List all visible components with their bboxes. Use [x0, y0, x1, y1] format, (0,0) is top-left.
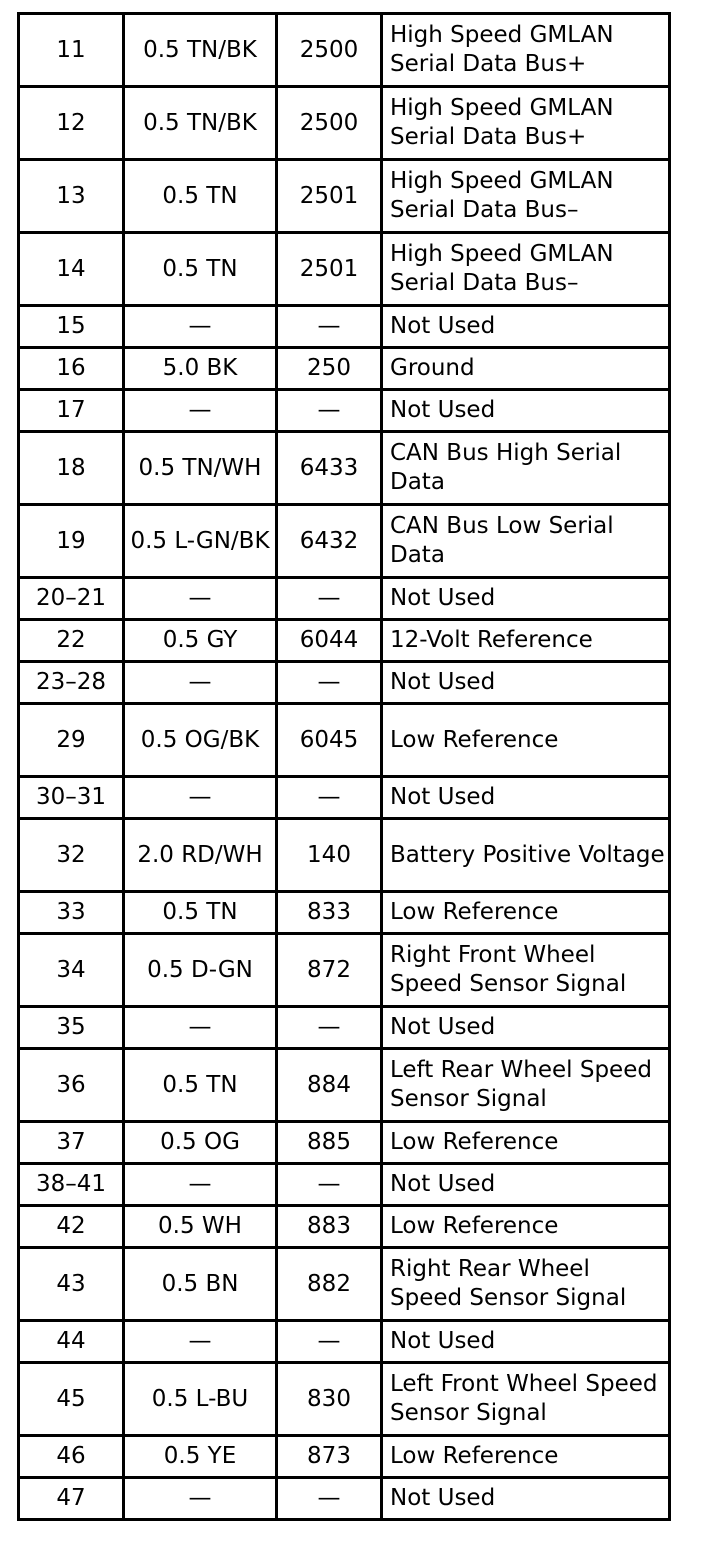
- function-cell: Right Front Wheel Speed Sensor Signal: [382, 934, 670, 1007]
- pin-cell: 18: [19, 432, 124, 505]
- circuit-cell: 2501: [277, 160, 382, 233]
- function-cell: High Speed GMLAN Serial Data Bus+: [382, 14, 670, 87]
- circuit-cell: —: [277, 1478, 382, 1520]
- pin-cell: 13: [19, 160, 124, 233]
- table-row: [19, 432, 670, 505]
- table-row: [19, 1007, 670, 1049]
- circuit-cell: —: [277, 662, 382, 704]
- table-row: [19, 620, 670, 662]
- table-row: [19, 892, 670, 934]
- wire-cell: —: [124, 1321, 277, 1363]
- circuit-cell: 882: [277, 1248, 382, 1321]
- wire-cell: —: [124, 662, 277, 704]
- circuit-cell: 2500: [277, 14, 382, 87]
- circuit-cell: 833: [277, 892, 382, 934]
- circuit-cell: 6433: [277, 432, 382, 505]
- table-row: [19, 1164, 670, 1206]
- pin-cell: 20–21: [19, 578, 124, 620]
- circuit-cell: —: [277, 306, 382, 348]
- circuit-cell: 884: [277, 1049, 382, 1122]
- circuit-cell: 2501: [277, 233, 382, 306]
- circuit-cell: —: [277, 1321, 382, 1363]
- function-cell: High Speed GMLAN Serial Data Bus–: [382, 160, 670, 233]
- circuit-cell: 140: [277, 819, 382, 892]
- wire-cell: —: [124, 306, 277, 348]
- function-cell: Low Reference: [382, 892, 670, 934]
- function-cell: Low Reference: [382, 704, 670, 777]
- wire-cell: 0.5 GY: [124, 620, 277, 662]
- function-cell: Not Used: [382, 777, 670, 819]
- pin-cell: 22: [19, 620, 124, 662]
- circuit-cell: —: [277, 578, 382, 620]
- table-row: [19, 1321, 670, 1363]
- function-cell: Left Rear Wheel Speed Sensor Signal: [382, 1049, 670, 1122]
- wire-cell: 0.5 D-GN: [124, 934, 277, 1007]
- function-cell: Not Used: [382, 1007, 670, 1049]
- wire-cell: 0.5 TN: [124, 160, 277, 233]
- wire-cell: 2.0 RD/WH: [124, 819, 277, 892]
- function-cell: Not Used: [382, 578, 670, 620]
- table-row: [19, 1478, 670, 1520]
- function-cell: Not Used: [382, 1164, 670, 1206]
- wire-cell: 0.5 TN: [124, 1049, 277, 1122]
- function-cell: Low Reference: [382, 1206, 670, 1248]
- function-cell: 12-Volt Reference: [382, 620, 670, 662]
- pin-cell: 17: [19, 390, 124, 432]
- circuit-cell: 2500: [277, 87, 382, 160]
- wire-cell: 0.5 TN/WH: [124, 432, 277, 505]
- function-cell: Left Front Wheel Speed Sensor Signal: [382, 1363, 670, 1436]
- pin-cell: 30–31: [19, 777, 124, 819]
- circuit-cell: 883: [277, 1206, 382, 1248]
- pin-cell: 46: [19, 1436, 124, 1478]
- wire-cell: —: [124, 390, 277, 432]
- pin-cell: 37: [19, 1122, 124, 1164]
- circuit-cell: —: [277, 777, 382, 819]
- function-cell: Right Rear Wheel Speed Sensor Signal: [382, 1248, 670, 1321]
- function-cell: Low Reference: [382, 1436, 670, 1478]
- table-row: [19, 14, 670, 87]
- table-row: [19, 704, 670, 777]
- circuit-cell: 872: [277, 934, 382, 1007]
- table-row: [19, 348, 670, 390]
- table-row: [19, 306, 670, 348]
- pinout-table-container: [17, 12, 668, 1521]
- wire-cell: 0.5 TN: [124, 892, 277, 934]
- circuit-cell: 250: [277, 348, 382, 390]
- circuit-cell: 6432: [277, 505, 382, 578]
- function-cell: Not Used: [382, 1321, 670, 1363]
- wire-cell: 5.0 BK: [124, 348, 277, 390]
- pin-cell: 14: [19, 233, 124, 306]
- table-row: [19, 1206, 670, 1248]
- table-row: [19, 819, 670, 892]
- table-row: [19, 1122, 670, 1164]
- wire-cell: 0.5 TN: [124, 233, 277, 306]
- circuit-cell: 885: [277, 1122, 382, 1164]
- pin-cell: 12: [19, 87, 124, 160]
- wire-cell: 0.5 TN/BK: [124, 14, 277, 87]
- pinout-table-body: [19, 14, 670, 1520]
- wire-cell: 0.5 OG: [124, 1122, 277, 1164]
- wire-cell: 0.5 YE: [124, 1436, 277, 1478]
- table-row: [19, 662, 670, 704]
- table-row: [19, 578, 670, 620]
- pin-cell: 33: [19, 892, 124, 934]
- pin-cell: 44: [19, 1321, 124, 1363]
- pin-cell: 35: [19, 1007, 124, 1049]
- wire-cell: —: [124, 1478, 277, 1520]
- function-cell: Not Used: [382, 390, 670, 432]
- wire-cell: 0.5 TN/BK: [124, 87, 277, 160]
- pin-cell: 42: [19, 1206, 124, 1248]
- table-row: [19, 1248, 670, 1321]
- pin-cell: 15: [19, 306, 124, 348]
- function-cell: Not Used: [382, 1478, 670, 1520]
- table-row: [19, 233, 670, 306]
- table-row: [19, 934, 670, 1007]
- pin-cell: 47: [19, 1478, 124, 1520]
- table-row: [19, 390, 670, 432]
- table-row: [19, 1436, 670, 1478]
- pin-cell: 16: [19, 348, 124, 390]
- pin-cell: 43: [19, 1248, 124, 1321]
- circuit-cell: 830: [277, 1363, 382, 1436]
- table-row: [19, 505, 670, 578]
- wire-cell: 0.5 L-GN/BK: [124, 505, 277, 578]
- function-cell: Ground: [382, 348, 670, 390]
- table-row: [19, 160, 670, 233]
- circuit-cell: —: [277, 1007, 382, 1049]
- circuit-cell: 6045: [277, 704, 382, 777]
- function-cell: Battery Positive Voltage: [382, 819, 670, 892]
- function-cell: Not Used: [382, 662, 670, 704]
- wire-cell: 0.5 OG/BK: [124, 704, 277, 777]
- pin-cell: 23–28: [19, 662, 124, 704]
- table-row: [19, 1049, 670, 1122]
- function-cell: Not Used: [382, 306, 670, 348]
- circuit-cell: —: [277, 1164, 382, 1206]
- circuit-cell: 873: [277, 1436, 382, 1478]
- circuit-cell: 6044: [277, 620, 382, 662]
- wire-cell: 0.5 WH: [124, 1206, 277, 1248]
- pin-cell: 38–41: [19, 1164, 124, 1206]
- circuit-cell: —: [277, 390, 382, 432]
- wire-cell: —: [124, 578, 277, 620]
- function-cell: CAN Bus Low Serial Data: [382, 505, 670, 578]
- wire-cell: 0.5 L-BU: [124, 1363, 277, 1436]
- pin-cell: 29: [19, 704, 124, 777]
- table-row: [19, 87, 670, 160]
- connector-pinout-table: [17, 12, 671, 1521]
- wire-cell: —: [124, 777, 277, 819]
- pin-cell: 36: [19, 1049, 124, 1122]
- function-cell: High Speed GMLAN Serial Data Bus+: [382, 87, 670, 160]
- wire-cell: —: [124, 1164, 277, 1206]
- function-cell: Low Reference: [382, 1122, 670, 1164]
- pin-cell: 11: [19, 14, 124, 87]
- wire-cell: —: [124, 1007, 277, 1049]
- wire-cell: 0.5 BN: [124, 1248, 277, 1321]
- pin-cell: 45: [19, 1363, 124, 1436]
- pin-cell: 32: [19, 819, 124, 892]
- table-row: [19, 1363, 670, 1436]
- pin-cell: 19: [19, 505, 124, 578]
- function-cell: High Speed GMLAN Serial Data Bus–: [382, 233, 670, 306]
- pin-cell: 34: [19, 934, 124, 1007]
- table-row: [19, 777, 670, 819]
- function-cell: CAN Bus High Serial Data: [382, 432, 670, 505]
